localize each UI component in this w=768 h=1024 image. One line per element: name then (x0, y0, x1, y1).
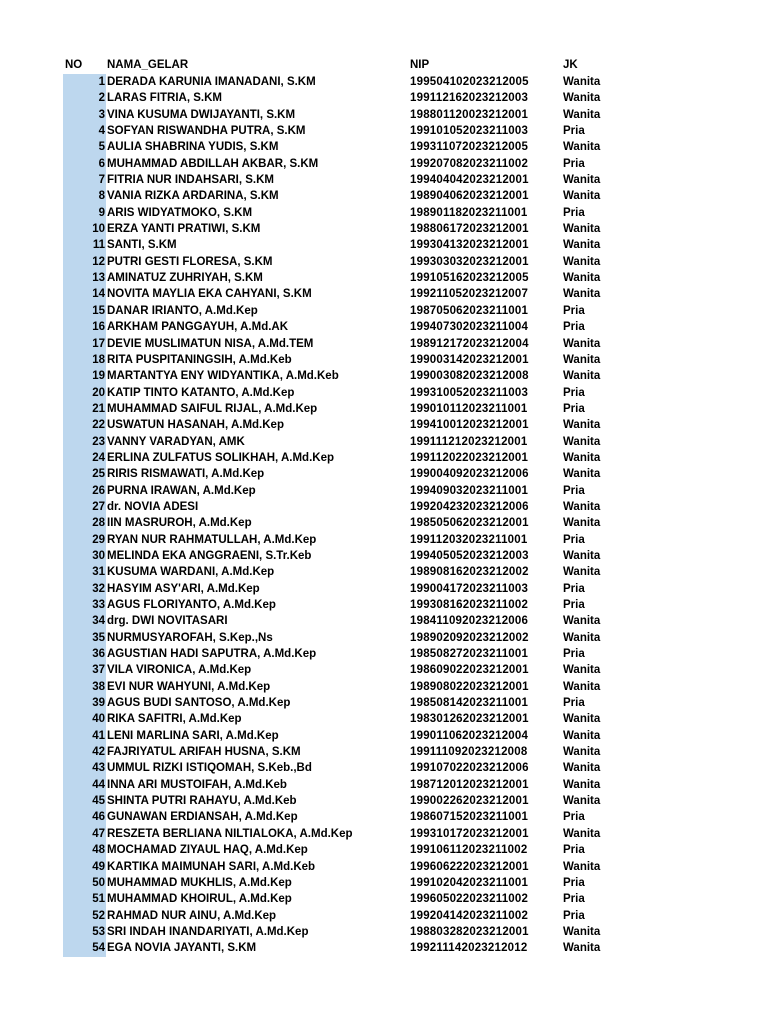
cell-no: 12 (63, 254, 106, 270)
cell-nip: 199304132023212001 (410, 239, 529, 252)
cell-jk: Pria (563, 206, 585, 219)
cell-jk: Wanita (563, 860, 601, 873)
cell-name: KARTIKA MAIMUNAH SARI, A.Md.Keb (107, 860, 316, 873)
cell-no: 29 (63, 532, 106, 548)
cell-name: AMINATUZ ZUHRIYAH, S.KM (107, 272, 263, 285)
cell-name: DEVIE MUSLIMATUN NISA, A.Md.TEM (107, 337, 314, 350)
cell-no: 41 (63, 728, 106, 744)
table-row (63, 760, 623, 776)
cell-nip: 198712012023212001 (410, 778, 529, 791)
cell-jk: Pria (563, 533, 585, 546)
cell-jk: Wanita (563, 76, 601, 88)
cell-no: 49 (63, 859, 106, 875)
cell-name: RIKA SAFITRI, A.Md.Kep (107, 713, 242, 726)
cell-jk: Wanita (563, 419, 601, 432)
table-row (63, 286, 623, 302)
table-row (63, 319, 623, 335)
cell-nip: 198609022023212001 (410, 664, 529, 677)
cell-jk: Wanita (563, 468, 601, 481)
cell-nip: 199003142023212001 (410, 353, 529, 366)
cell-no: 18 (63, 352, 106, 368)
table-row (63, 924, 623, 940)
cell-no: 7 (63, 172, 106, 188)
table-row (63, 662, 623, 678)
cell-jk: Wanita (563, 108, 601, 121)
cell-name: RITA PUSPITANINGSIH, A.Md.Keb (107, 353, 292, 366)
cell-no: 26 (63, 483, 106, 499)
cell-name: ARKHAM PANGGAYUH, A.Md.AK (107, 321, 289, 334)
cell-name: KATIP TINTO KATANTO, A.Md.Kep (107, 386, 295, 399)
cell-no: 31 (63, 564, 106, 580)
table-row (63, 564, 623, 580)
cell-nip: 199311072023212005 (410, 141, 529, 154)
cell-nip: 199204142023211002 (410, 909, 529, 922)
table-row (63, 499, 623, 515)
cell-nip: 199101052023211003 (410, 125, 529, 138)
cell-name: INNA ARI MUSTOIFAH, A.Md.Keb (107, 778, 287, 791)
cell-name: AULIA SHABRINA YUDIS, S.KM (107, 141, 279, 154)
cell-nip: 199111212023212001 (410, 435, 528, 448)
table-row (63, 597, 623, 613)
cell-nip: 199002262023212001 (410, 795, 529, 808)
cell-no: 6 (63, 156, 106, 172)
cell-name: MUHAMMAD KHOIRUL, A.Md.Kep (107, 893, 292, 906)
table-row (63, 368, 623, 384)
cell-nip: 198904062023212001 (410, 190, 529, 203)
table-row (63, 809, 623, 825)
table-row (63, 711, 623, 727)
cell-jk: Wanita (563, 353, 601, 366)
table-row (63, 352, 623, 368)
cell-nip: 199303032023212001 (410, 255, 529, 268)
cell-no: 27 (63, 499, 106, 515)
header-nip: NIP (410, 59, 430, 71)
cell-no: 4 (63, 123, 106, 139)
cell-nip: 199409032023211001 (410, 484, 529, 497)
cell-nip: 198411092023212006 (410, 615, 529, 628)
cell-no: 47 (63, 826, 106, 842)
table-row (63, 646, 623, 662)
table-row (63, 777, 623, 793)
cell-nip: 198908162023212002 (410, 566, 529, 579)
table-row (63, 90, 623, 106)
cell-nip: 199211142023212012 (410, 942, 528, 955)
cell-no: 42 (63, 744, 106, 760)
cell-no: 30 (63, 548, 106, 564)
cell-nip: 198801120023212001 (410, 108, 529, 121)
cell-nip: 199310052023211003 (410, 386, 529, 399)
table-row (63, 483, 623, 499)
cell-no: 11 (63, 237, 106, 253)
table-row (63, 793, 623, 809)
cell-nip: 198902092023212002 (410, 631, 529, 644)
cell-jk: Pria (563, 909, 585, 922)
cell-name: RESZETA BERLIANA NILTIALOKA, A.Md.Kep (107, 827, 353, 840)
table-row (63, 908, 623, 924)
cell-name: VILA VIRONICA, A.Md.Kep (107, 664, 252, 677)
cell-no: 15 (63, 303, 106, 319)
table-row (63, 336, 623, 352)
cell-nip: 199404042023212001 (410, 174, 529, 187)
table-row (63, 826, 623, 842)
cell-jk: Wanita (563, 370, 601, 383)
cell-name: UMMUL RIZKI ISTIQOMAH, S.Keb.,Bd (107, 762, 312, 775)
cell-no: 38 (63, 679, 106, 695)
cell-no: 20 (63, 385, 106, 401)
cell-nip: 199105162023212005 (410, 272, 529, 285)
cell-name: HASYIM ASY'ARI, A.Md.Kep (107, 582, 260, 595)
cell-no: 10 (63, 221, 106, 237)
table-body (63, 74, 623, 957)
cell-name: FITRIA NUR INDAHSARI, S.KM (107, 174, 274, 187)
header-name: NAMA_GELAR (107, 59, 189, 71)
cell-no: 3 (63, 107, 106, 123)
table-row (63, 891, 623, 907)
cell-jk: Wanita (563, 566, 601, 579)
cell-jk: Wanita (563, 615, 601, 628)
table-row (63, 581, 623, 597)
table-row (63, 254, 623, 270)
cell-nip: 199405052023212003 (410, 549, 529, 562)
cell-no: 45 (63, 793, 106, 809)
cell-nip: 199504102023212005 (410, 76, 529, 88)
cell-name: drg. DWI NOVITASARI (107, 615, 228, 628)
cell-no: 19 (63, 368, 106, 384)
table-row (63, 123, 623, 139)
cell-nip: 199207082023211002 (410, 157, 529, 170)
cell-name: PURNA IRAWAN, A.Md.Kep (107, 484, 256, 497)
cell-name: dr. NOVIA ADESI (107, 500, 199, 513)
cell-nip: 199112032023211001 (410, 533, 528, 546)
cell-no: 53 (63, 924, 106, 940)
cell-no: 54 (63, 940, 106, 956)
cell-name: SANTI, S.KM (107, 239, 177, 252)
cell-name: RYAN NUR RAHMATULLAH, A.Md.Kep (107, 533, 317, 546)
cell-name: AGUS BUDI SANTOSO, A.Md.Kep (107, 697, 291, 710)
table-row (63, 188, 623, 204)
table-row (63, 728, 623, 744)
cell-jk: Wanita (563, 925, 601, 938)
cell-name: LARAS FITRIA, S.KM (107, 92, 222, 105)
cell-no: 35 (63, 630, 106, 646)
table-row (63, 401, 623, 417)
employee-table (63, 57, 623, 957)
cell-name: PUTRI GESTI FLORESA, S.KM (107, 255, 273, 268)
cell-nip: 198508272023211001 (410, 648, 529, 661)
cell-jk: Pria (563, 157, 585, 170)
cell-name: KUSUMA WARDANI, A.Md.Kep (107, 566, 275, 579)
cell-no: 40 (63, 711, 106, 727)
cell-no: 25 (63, 466, 106, 482)
cell-jk: Wanita (563, 435, 601, 448)
table-row (63, 417, 623, 433)
cell-nip: 199011062023212004 (410, 729, 529, 742)
cell-jk: Pria (563, 844, 585, 857)
table-row (63, 630, 623, 646)
header-no: NO (65, 59, 83, 71)
cell-no: 46 (63, 809, 106, 825)
cell-name: FAJRIYATUL ARIFAH HUSNA, S.KM (107, 746, 301, 759)
table-row (63, 450, 623, 466)
table-row (63, 205, 623, 221)
table-row (63, 221, 623, 237)
cell-nip: 198301262023212001 (410, 713, 529, 726)
cell-no: 17 (63, 336, 106, 352)
cell-jk: Wanita (563, 288, 601, 301)
cell-name: EGA NOVIA JAYANTI, S.KM (107, 942, 257, 955)
cell-name: EVI NUR WAHYUNI, A.Md.Kep (107, 680, 271, 693)
cell-jk: Wanita (563, 141, 601, 154)
cell-no: 34 (63, 613, 106, 629)
cell-jk: Wanita (563, 680, 601, 693)
cell-jk: Wanita (563, 713, 601, 726)
table-row (63, 74, 623, 90)
cell-nip: 198912172023212004 (410, 337, 529, 350)
cell-jk: Wanita (563, 500, 601, 513)
cell-jk: Pria (563, 321, 585, 334)
cell-name: AGUS FLORIYANTO, A.Md.Kep (107, 599, 276, 611)
cell-nip: 198901182023211001 (410, 206, 528, 219)
cell-jk: Wanita (563, 174, 601, 187)
cell-nip: 198505062023212001 (410, 517, 529, 530)
cell-no: 36 (63, 646, 106, 662)
cell-jk: Wanita (563, 337, 601, 350)
cell-name: SHINTA PUTRI RAHAYU, A.Md.Keb (107, 795, 297, 808)
cell-nip: 198607152023211001 (410, 811, 529, 824)
cell-nip: 199407302023211004 (410, 321, 529, 334)
cell-jk: Pria (563, 697, 585, 710)
cell-no: 9 (63, 205, 106, 221)
table-header (63, 57, 623, 74)
cell-no: 24 (63, 450, 106, 466)
cell-no: 14 (63, 286, 106, 302)
cell-no: 23 (63, 434, 106, 450)
cell-nip: 199605022023211002 (410, 893, 529, 906)
cell-jk: Wanita (563, 239, 601, 252)
cell-nip: 199111092023212008 (410, 746, 528, 759)
table-row (63, 385, 623, 401)
table-row (63, 875, 623, 891)
cell-jk: Wanita (563, 190, 601, 203)
cell-name: MUHAMMAD ABDILLAH AKBAR, S.KM (107, 157, 319, 170)
cell-name: SOFYAN RISWANDHA PUTRA, S.KM (107, 125, 306, 138)
cell-jk: Pria (563, 402, 585, 415)
cell-jk: Wanita (563, 223, 601, 236)
cell-nip: 199010112023211001 (410, 402, 528, 415)
cell-nip: 199204232023212006 (410, 500, 529, 513)
header-jk: JK (563, 59, 578, 71)
table-row (63, 679, 623, 695)
cell-name: USWATUN HASANAH, A.Md.Kep (107, 419, 284, 432)
cell-nip: 198908022023212001 (410, 680, 529, 693)
table-row (63, 532, 623, 548)
cell-no: 52 (63, 908, 106, 924)
cell-no: 16 (63, 319, 106, 335)
cell-name: ERZA YANTI PRATIWI, S.KM (107, 223, 261, 236)
cell-name: ERLINA ZULFATUS SOLIKHAH, A.Md.Kep (107, 451, 335, 464)
cell-name: VANIA RIZKA ARDARINA, S.KM (107, 190, 279, 203)
cell-no: 33 (63, 597, 106, 613)
table-row (63, 139, 623, 155)
cell-jk: Wanita (563, 517, 601, 530)
cell-jk: Wanita (563, 729, 601, 742)
cell-jk: Pria (563, 582, 585, 595)
cell-name: NOVITA MAYLIA EKA CAHYANI, S.KM (107, 288, 312, 301)
cell-nip: 198803282023212001 (410, 925, 529, 938)
cell-no: 2 (63, 90, 106, 106)
cell-jk: Pria (563, 811, 585, 824)
cell-nip: 199102042023211001 (410, 876, 529, 889)
cell-no: 32 (63, 581, 106, 597)
cell-name: IIN MASRUROH, A.Md.Kep (107, 517, 252, 530)
table-row (63, 107, 623, 123)
cell-jk: Wanita (563, 549, 601, 562)
table-row (63, 859, 623, 875)
cell-jk: Pria (563, 876, 585, 889)
table-row (63, 695, 623, 711)
cell-no: 13 (63, 270, 106, 286)
cell-jk: Wanita (563, 255, 601, 268)
cell-jk: Wanita (563, 827, 601, 840)
cell-jk: Pria (563, 484, 585, 497)
table-row (63, 940, 623, 956)
cell-jk: Wanita (563, 746, 601, 759)
cell-jk: Wanita (563, 795, 601, 808)
cell-name: MUHAMMAD MUKHLIS, A.Md.Kep (107, 876, 292, 889)
cell-nip: 199004172023211003 (410, 582, 529, 595)
cell-jk: Wanita (563, 92, 601, 105)
cell-name: MOCHAMAD ZIYAUL HAQ, A.Md.Kep (107, 844, 308, 857)
cell-nip: 199410012023212001 (410, 419, 529, 432)
table-row (63, 515, 623, 531)
cell-no: 44 (63, 777, 106, 793)
cell-jk: Pria (563, 304, 585, 317)
table-row (63, 156, 623, 172)
cell-name: LENI MARLINA SARI, A.Md.Kep (107, 729, 279, 742)
cell-jk: Wanita (563, 451, 601, 464)
cell-no: 5 (63, 139, 106, 155)
cell-jk: Wanita (563, 631, 601, 644)
cell-no: 50 (63, 875, 106, 891)
cell-nip: 199003082023212008 (410, 370, 529, 383)
cell-nip: 199112022023212001 (410, 451, 529, 464)
cell-jk: Pria (563, 599, 585, 611)
table-row (63, 434, 623, 450)
cell-jk: Wanita (563, 664, 601, 677)
cell-nip: 198806172023212001 (410, 223, 529, 236)
cell-jk: Wanita (563, 762, 601, 775)
cell-no: 22 (63, 417, 106, 433)
cell-jk: Wanita (563, 272, 601, 285)
cell-name: ARIS WIDYATMOKO, S.KM (107, 206, 253, 219)
cell-name: DERADA KARUNIA IMANADANI, S.KM (107, 76, 316, 88)
cell-jk: Pria (563, 386, 585, 399)
cell-no: 51 (63, 891, 106, 907)
cell-jk: Wanita (563, 778, 601, 791)
cell-nip: 199606222023212001 (410, 860, 529, 873)
cell-no: 39 (63, 695, 106, 711)
cell-name: RIRIS RISMAWATI, A.Md.Kep (107, 468, 265, 481)
cell-jk: Pria (563, 125, 585, 138)
cell-nip: 199211052023212007 (410, 288, 529, 301)
table-row (63, 466, 623, 482)
cell-name: MUHAMMAD SAIFUL RIJAL, A.Md.Kep (107, 402, 318, 415)
table-row (63, 303, 623, 319)
cell-nip: 199004092023212006 (410, 468, 529, 481)
cell-nip: 199308162023211002 (410, 599, 529, 611)
cell-no: 21 (63, 401, 106, 417)
table-row (63, 842, 623, 858)
cell-name: VANNY VARADYAN, AMK (107, 435, 245, 448)
cell-no: 48 (63, 842, 106, 858)
cell-name: GUNAWAN ERDIANSAH, A.Md.Kep (107, 811, 298, 824)
cell-jk: Pria (563, 893, 585, 906)
cell-nip: 198705062023211001 (410, 304, 529, 317)
cell-name: AGUSTIAN HADI SAPUTRA, A.Md.Kep (107, 648, 317, 661)
cell-no: 8 (63, 188, 106, 204)
cell-nip: 199310172023212001 (410, 827, 529, 840)
cell-name: SRI INDAH INANDARIYATI, A.Md.Kep (107, 925, 309, 938)
cell-name: DANAR IRIANTO, A.Md.Kep (107, 304, 258, 317)
cell-name: MELINDA EKA ANGGRAENI, S.Tr.Keb (107, 549, 312, 562)
table-row (63, 548, 623, 564)
cell-no: 28 (63, 515, 106, 531)
cell-nip: 198508142023211001 (410, 697, 529, 710)
cell-nip: 199106112023211002 (410, 844, 528, 857)
cell-no: 37 (63, 662, 106, 678)
cell-jk: Wanita (563, 942, 601, 955)
cell-name: RAHMAD NUR AINU, A.Md.Kep (107, 909, 277, 922)
cell-name: NURMUSYAROFAH, S.Kep.,Ns (107, 631, 273, 644)
table-row (63, 744, 623, 760)
cell-no: 43 (63, 760, 106, 776)
cell-nip: 199107022023212006 (410, 762, 529, 775)
table-row (63, 172, 623, 188)
cell-name: VINA KUSUMA DWIJAYANTI, S.KM (107, 108, 296, 121)
cell-name: MARTANTYA ENY WIDYANTIKA, A.Md.Keb (107, 370, 339, 383)
cell-nip: 199112162023212003 (410, 92, 529, 105)
table-row (63, 237, 623, 253)
cell-no: 1 (63, 74, 106, 90)
cell-jk: Pria (563, 648, 585, 661)
table-row (63, 613, 623, 629)
table-row (63, 270, 623, 286)
